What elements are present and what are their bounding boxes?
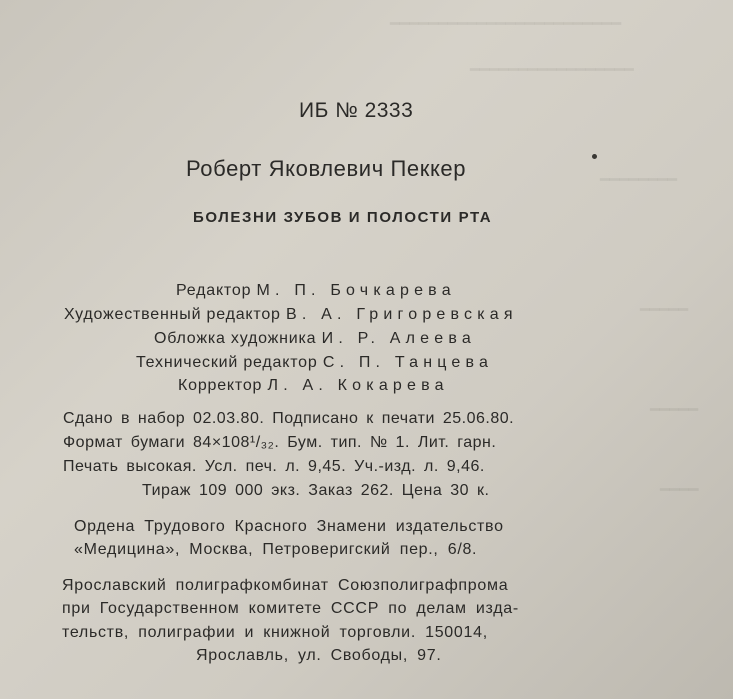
ink-speck [592,154,597,159]
show-through-text: ━━━━━━━━━━━━━━━━━ [470,62,634,79]
book-title: БОЛЕЗНИ ЗУБОВ И ПОЛОСТИ РТА [193,209,493,226]
credit-role: Технический редактор [136,354,318,371]
show-through-text: ━━━━━━━━━━━━━━━━━━━━━━━━ [390,16,622,33]
credit-cover-artist [154,331,476,347]
printer-line: Ярославский полиграфкомбинат Союзполиграфпрома [62,577,509,594]
credit-role: Корректор [178,377,263,394]
printer-line: при Государственном комитете СССР по делам изда- [62,600,519,617]
credit-role: Редактор [176,282,252,299]
credit-person: В. А. Григоревская [286,306,518,323]
credit-tech-editor [136,355,493,371]
credit-person: М. П. Бочкарева [256,282,456,299]
printer-line: тельств, полиграфии и книжной торговли. 150014, [62,624,488,641]
publisher-line: Ордена Трудового Красного Знамени издательство [74,518,504,535]
print-detail-dates: Сдано в набор 02.03.80. Подписано к печати 25.06.80. [63,410,515,427]
credit-art-editor [64,307,518,323]
print-detail-format: Формат бумаги 84×108¹/₃₂. Бум. тип. № 1. Лит. гарн. [63,434,497,451]
print-detail-sheets: Печать высокая. Усл. печ. л. 9,45. Уч.-изд. л. 9,46. [63,458,485,475]
printer-address: Ярославль, ул. Свободы, 97. [196,647,442,664]
credit-role: Художественный редактор [64,306,281,323]
show-through-text: ━━━━ [660,482,699,499]
ib-number: ИБ № 2333 [299,99,414,122]
credit-editor [176,283,456,299]
author-name: Роберт Яковлевич Пеккер [186,156,467,181]
credit-role: Обложка художника [154,330,317,347]
credit-proofreader [178,378,449,394]
show-through-text: ━━━━━ [640,302,689,319]
credit-person: С. П. Танцева [322,354,494,371]
publisher-address: «Медицина», Москва, Петроверигский пер., 6/8. [74,541,478,558]
credit-person: Л. А. Кокарева [267,377,449,394]
show-through-text: ━━━━━ [650,402,699,419]
credit-person: И. Р. Алеева [321,330,476,347]
show-through-text: ━━━━━━━━ [600,172,678,189]
print-detail-run: Тираж 109 000 экз. Заказ 262. Цена 30 к. [142,482,490,499]
